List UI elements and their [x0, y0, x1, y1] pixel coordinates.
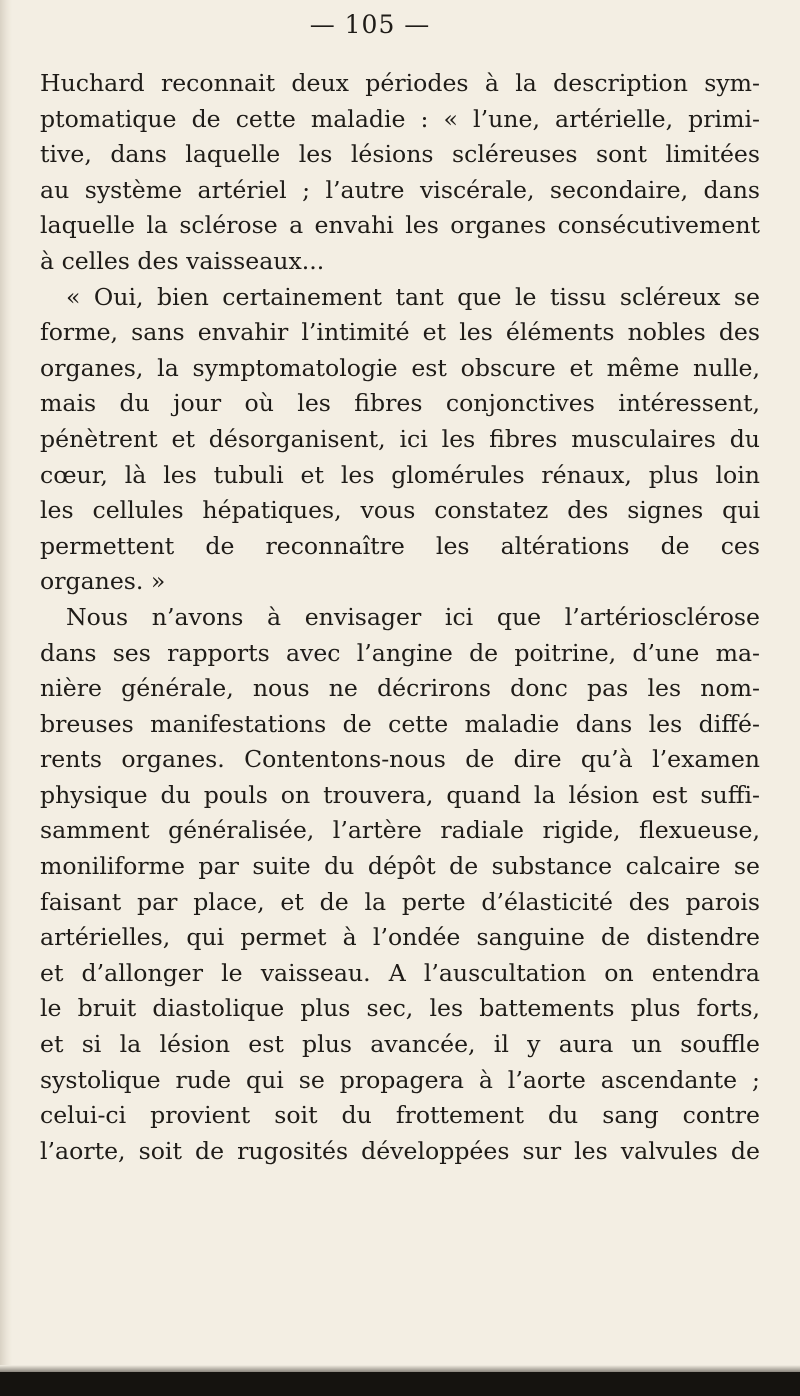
text-line: celui-ci provient soit du frottement du sang contre [40, 1101, 760, 1130]
text-line: mais du jour où les fibres conjonctives intéressent, [40, 389, 760, 418]
page-number: — 105 — [309, 10, 431, 39]
text-line: le bruit diastolique plus sec, les battements plus forts, [40, 994, 760, 1023]
text-line: breuses manifestations de cette maladie dans les diffé- [40, 709, 760, 738]
text-line: permettent de reconnaître les altérations de ces [40, 531, 760, 560]
text-line: « Oui, bien certainement tant que le tissu scléreux se [66, 282, 760, 311]
text-line: faisant par place, et de la perte d’élasticité des parois [40, 887, 760, 916]
text-line: physique du pouls on trouvera, quand la lésion est suffi- [40, 780, 760, 809]
text-line: organes, la symptomatologie est obscure et même nulle, [40, 353, 760, 382]
text-line: au système artériel ; l’autre viscérale, secondaire, dans [40, 175, 760, 204]
text-line: l’aorte, soit de rugosités développées sur les valvules de [40, 1136, 760, 1165]
text-line: cœur, là les tubuli et les glomérules rénaux, plus loin [40, 460, 760, 489]
page-gutter-shadow [0, 0, 12, 1396]
text-line: nière générale, nous ne décrirons donc pas les nom- [40, 674, 760, 703]
text-line: forme, sans envahir l’intimité et les éléments nobles des [40, 318, 760, 347]
text-line: Huchard reconnait deux périodes à la description sym- [40, 69, 760, 97]
text-line: laquelle la sclérose a envahi les organes consécutivement [40, 211, 760, 240]
text-line: les cellules hépatiques, vous constatez des signes qui [40, 496, 760, 525]
text-line: et si la lésion est plus avancée, il y aura un souffle [40, 1030, 760, 1059]
scan-bottom-edge [0, 1372, 800, 1396]
text-line: samment généralisée, l’artère radiale rigide, flexueuse, [40, 816, 760, 845]
text-line: dans ses rapports avec l’angine de poitrine, d’une ma- [40, 638, 760, 667]
text-line: à celles des vaisseaux... [40, 246, 325, 275]
text-line: rents organes. Contentons-nous de dire qu’à l’examen [40, 745, 760, 774]
text-line: pénètrent et désorganisent, ici les fibres musculaires du [40, 424, 760, 453]
text-line: moniliforme par suite du dépôt de substance calcaire se [40, 852, 760, 881]
text-line: systolique rude qui se propagera à l’aorte ascendante ; [40, 1065, 760, 1094]
text-line: et d’allonger le vaisseau. A l’auscultation on entendra [40, 958, 760, 987]
text-line: artérielles, qui permet à l’ondée sanguine de distendre [40, 923, 760, 952]
text-line: organes. » [40, 567, 166, 596]
scan-edge-gradient [0, 1365, 800, 1372]
body-text [40, 66, 760, 1169]
text-line: Nous n’avons à envisager ici que l’artériosclérose [66, 602, 760, 631]
text-line: ptomatique de cette maladie : « l’une, artérielle, primi- [40, 104, 760, 133]
text-line: tive, dans laquelle les lésions scléreuses sont limitées [40, 140, 760, 169]
